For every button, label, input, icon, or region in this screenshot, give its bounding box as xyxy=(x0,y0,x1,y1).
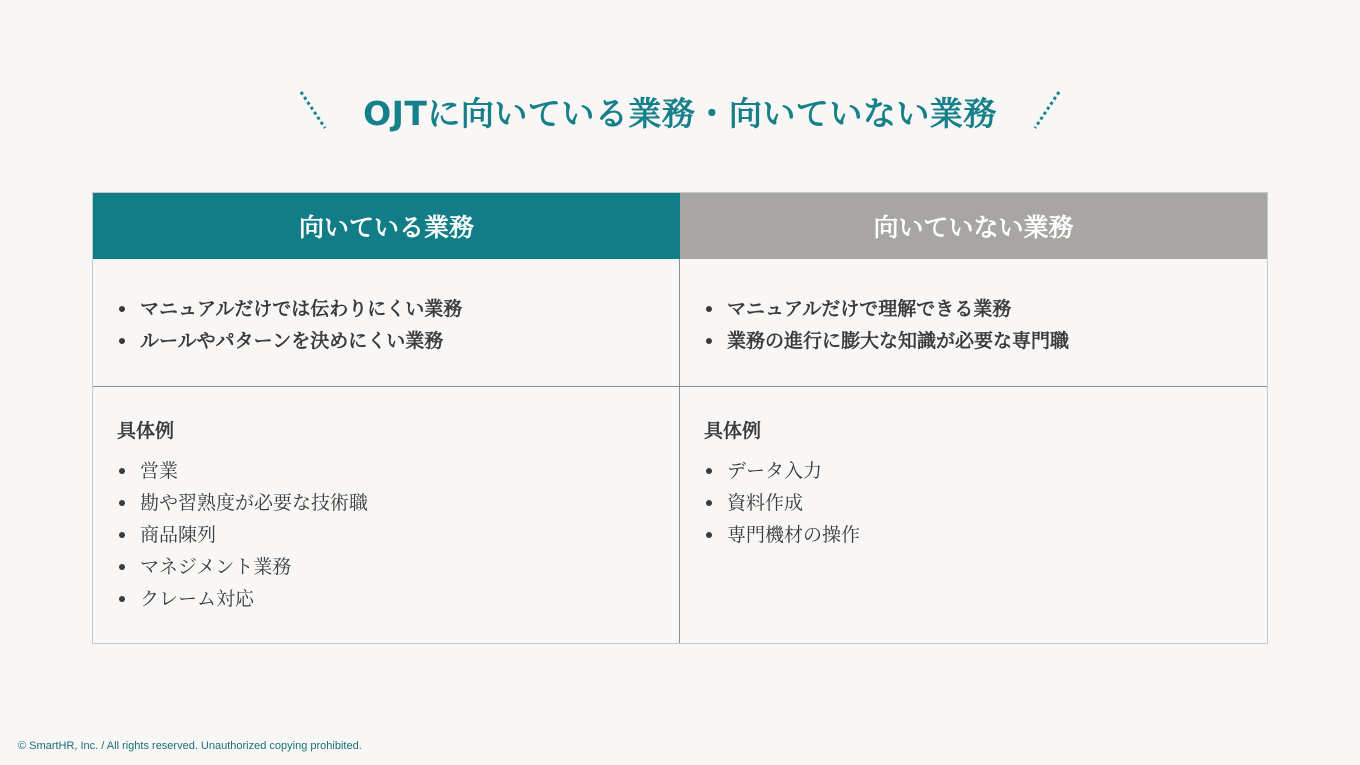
list-item: 勘や習熟度が必要な技術職 xyxy=(117,487,679,519)
unsuitable-header: 向いていない業務 xyxy=(680,193,1267,259)
list-item: 業務の進行に膨大な知識が必要な専門職 xyxy=(704,325,1267,357)
examples-label: 具体例 xyxy=(704,420,762,442)
suitable-header: 向いている業務 xyxy=(93,193,680,259)
unsuitable-traits-list xyxy=(704,293,1267,357)
list-item: マニュアルだけで理解できる業務 xyxy=(704,293,1267,325)
list-item: クレーム対応 xyxy=(117,583,679,615)
unsuitable-examples-list xyxy=(704,455,1267,551)
page-title: OJTに向いている業務・向いていない業務 xyxy=(363,93,997,133)
suitable-traits-cell xyxy=(93,259,680,387)
comparison-table xyxy=(92,192,1268,644)
unsuitable-examples-cell xyxy=(680,387,1267,643)
list-item: ルールやパターンを決めにくい業務 xyxy=(117,325,679,357)
left-dotted-slash-icon xyxy=(293,84,333,138)
list-item: 商品陳列 xyxy=(117,519,679,551)
list-item: 資料作成 xyxy=(704,487,1267,519)
title-row xyxy=(0,84,1360,138)
list-item: マニュアルだけでは伝わりにくい業務 xyxy=(117,293,679,325)
list-item: マネジメント業務 xyxy=(117,551,679,583)
list-item: 専門機材の操作 xyxy=(704,519,1267,551)
suitable-traits-list xyxy=(117,293,679,357)
list-item: データ入力 xyxy=(704,455,1267,487)
right-dotted-slash-icon xyxy=(1027,84,1067,138)
suitable-examples-cell xyxy=(93,387,680,643)
unsuitable-traits-cell xyxy=(680,259,1267,387)
examples-label: 具体例 xyxy=(117,420,175,442)
copyright-footer: © SmartHR, Inc. / All rights reserved. Unauthorized copying prohibited. xyxy=(18,740,362,752)
suitable-examples-list xyxy=(117,455,679,615)
list-item: 営業 xyxy=(117,455,679,487)
